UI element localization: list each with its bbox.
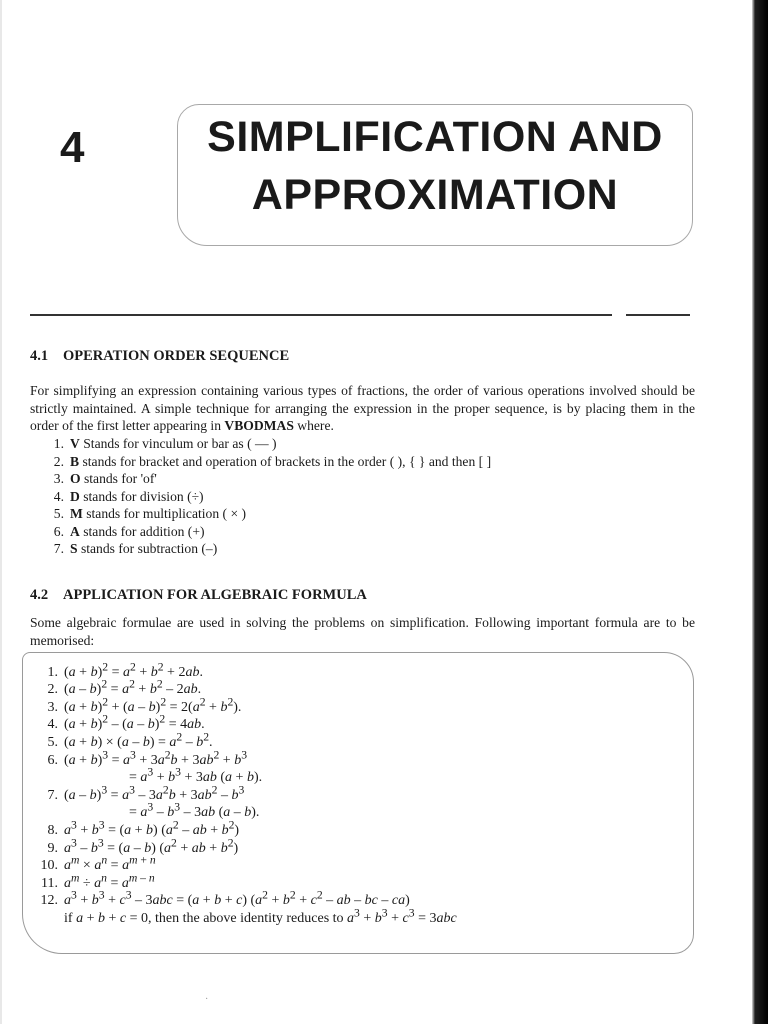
formula-expression: if a + b + c = 0, then the above identity reduces to $a^3 + b^3 + c^3 = 3abc$ xyxy=(64,906,457,926)
formula-number: 4. xyxy=(47,717,58,733)
formula-number: 5. xyxy=(47,735,58,751)
chapter-title-line-2: APPROXIMATION xyxy=(251,171,619,219)
rule-number: 6. xyxy=(53,523,64,539)
paragraph-text-end: where. xyxy=(293,418,334,433)
formula-number: 3. xyxy=(47,699,58,715)
formula-number: 1. xyxy=(47,664,58,680)
rule-gap xyxy=(612,312,626,318)
rule-letter: M xyxy=(70,506,83,521)
rule-letter: O xyxy=(70,471,81,486)
formula-number: 6. xyxy=(47,752,58,768)
rule-text: stands for division (÷) xyxy=(79,488,204,504)
scan-dark-edge xyxy=(752,0,768,1024)
rule-letter: D xyxy=(70,488,80,504)
formula-note xyxy=(26,904,686,926)
section-4-1-paragraph xyxy=(30,382,695,435)
formula-expression: $a^m \div a^n = a^{m - n}$ xyxy=(64,871,155,891)
formula-number: 8. xyxy=(47,823,58,838)
rule-text: stands for 'of' xyxy=(80,471,157,486)
formula-expression: = $a^3 - b^3 - 3ab$ (a – b). xyxy=(129,800,260,821)
horizontal-rule xyxy=(30,314,690,316)
formula-expression: $(a - b)^3 = a^3 - 3a^2b + 3ab^2 - b^3$ xyxy=(64,783,245,803)
formula-item xyxy=(26,693,686,715)
keyword-vbodmas: VBODMAS xyxy=(224,418,294,433)
formula-number: 12. xyxy=(40,893,58,909)
rule-item xyxy=(30,505,650,523)
formula-expression: $a^3 - b^3 = (a - b) (a^2$ + ab + $b^2$) xyxy=(64,835,239,856)
scan-speck: · xyxy=(205,994,209,1005)
formula-item xyxy=(26,658,686,680)
formula-item xyxy=(26,834,686,856)
rule-number: 5. xyxy=(53,506,64,521)
rule-number: 1. xyxy=(53,436,64,451)
rule-text: stands for addition (+) xyxy=(79,523,205,539)
formula-expression: $a^m \times a^n = a^{m + n}$ xyxy=(64,853,156,874)
chapter-title xyxy=(185,108,685,224)
rule-letter: A xyxy=(70,523,80,539)
formula-expression: $(a + b)^2 = a^2 + b^2 + 2ab$. xyxy=(64,660,203,680)
page-left-edge xyxy=(0,0,2,1024)
formula-expression: $a^3 + b^3 + c^3 - 3abc = (a + b + c) (a^2 + b^2 + c^2$ – ab – bc – ca) xyxy=(64,888,410,909)
formula-expression: $(a + b)^3 = a^3 + 3a^2b + 3ab^2 + b^3$ xyxy=(64,747,248,768)
section-heading-4-2 xyxy=(30,586,367,604)
formula-item xyxy=(26,887,686,909)
section-title: APPLICATION FOR ALGEBRAIC FORMULA xyxy=(63,587,367,603)
formula-expression: $(a + b)^2 - (a - b)^2 = 4ab$. xyxy=(64,712,205,733)
algebraic-formula-list xyxy=(26,658,686,926)
rule-letter: B xyxy=(70,453,80,469)
section-title: OPERATION ORDER SEQUENCE xyxy=(63,348,290,364)
rule-item xyxy=(30,540,650,558)
formula-item xyxy=(26,676,686,698)
section-4-2-paragraph: Some algebraic formulae are used in solving the problems on simplification. Following important formula are to be memorised: xyxy=(30,615,695,648)
rule-text: Stands for vinculum or bar as ( — ) xyxy=(79,436,277,451)
rule-number: 2. xyxy=(53,453,64,469)
rule-item xyxy=(30,523,650,541)
formula-expression: $a^3 + b^3 = (a + b)$ ($a^2$ – ab + $b^2$) xyxy=(64,818,240,838)
rule-item xyxy=(30,453,650,471)
formula-expression: $(a + b)^2 + (a - b)^2 = 2(a^2 + b^2)$. xyxy=(64,695,242,715)
rule-text: stands for subtraction (–) xyxy=(77,541,218,556)
formula-number: 11. xyxy=(41,875,58,891)
rule-number: 4. xyxy=(53,488,64,504)
vbodmas-rules-list xyxy=(30,435,650,558)
formula-item xyxy=(26,781,686,803)
rule-number: 7. xyxy=(53,541,64,556)
formula-item xyxy=(26,816,686,838)
section-number: 4.2 xyxy=(30,587,49,603)
formula-expression: $(a - b)^2 = a^2 + b^2 - 2ab$. xyxy=(64,677,202,698)
rule-text: stands for bracket and operation of brackets in the order ( ), { } and then [ ] xyxy=(79,453,492,469)
rule-letter: V xyxy=(70,436,80,451)
formula-item xyxy=(26,869,686,891)
formula-expression: $(a + b) \times (a - b) = a^2 - b^2$. xyxy=(64,730,213,751)
rule-item xyxy=(30,435,650,453)
rule-item xyxy=(30,488,650,506)
chapter-title-line-1: SIMPLIFICATION AND xyxy=(207,113,663,161)
formula-item xyxy=(26,746,686,768)
rule-item xyxy=(30,470,650,488)
rule-number: 3. xyxy=(53,471,64,486)
formula-item xyxy=(26,852,686,874)
section-number: 4.1 xyxy=(30,348,49,364)
rule-letter: S xyxy=(70,541,78,556)
formula-item xyxy=(26,728,686,751)
formula-number: 2. xyxy=(47,682,58,698)
formula-number: 7. xyxy=(47,787,58,803)
formula-item xyxy=(26,711,686,733)
formula-number: 10. xyxy=(40,858,58,874)
rule-text: stands for multiplication ( × ) xyxy=(82,506,247,521)
section-heading-4-1 xyxy=(30,347,289,365)
formula-number: 9. xyxy=(47,840,58,856)
paragraph-text: For simplifying an expression containing various types of fractions, the order of various operations involved should be strictly maintained. A simple technique for arranging the expression in the proper sequence, is by placing them in the order of the first letter appearing in xyxy=(30,383,695,433)
chapter-number: 4 xyxy=(60,123,85,172)
formula-expression: = $a^3 + b^3 + 3ab$ (a + b). xyxy=(129,765,263,786)
